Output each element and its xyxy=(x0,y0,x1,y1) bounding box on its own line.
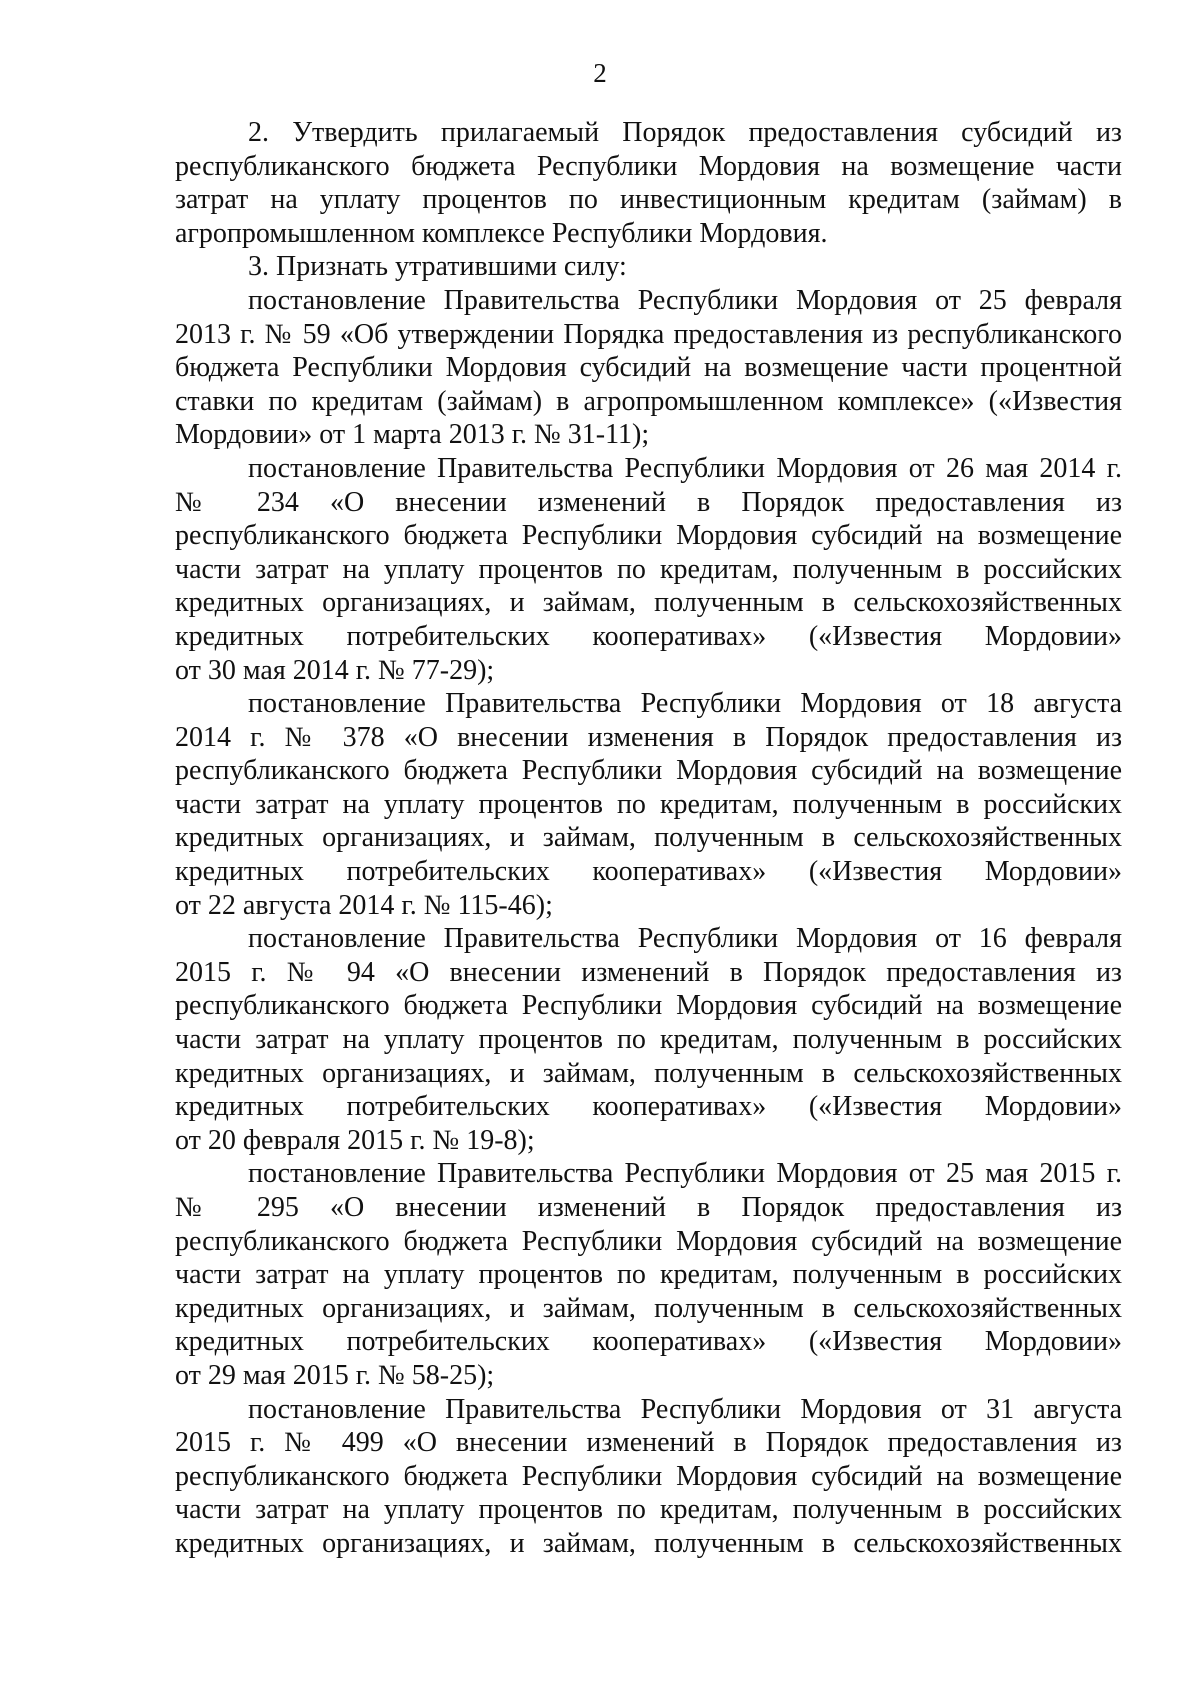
text-line: ставки по кредитам (займам) в агропромышленном комплексе» («Известия xyxy=(175,385,1122,417)
repealed-decree-234 xyxy=(175,452,1122,687)
text-line: постановление Правительства Республики Мордовия от 26 мая 2014 г. xyxy=(248,452,1122,484)
text-line: 2015 г. № 499 «О внесении изменений в Порядок предоставления из xyxy=(175,1427,1122,1459)
document-body xyxy=(175,116,1122,1561)
text-line: части затрат на уплату процентов по кредитам, полученным в российских xyxy=(175,553,1122,585)
text-line: кредитных потребительских кооперативах» («Известия Мордовии» xyxy=(175,1326,1122,1358)
text-line: части затрат на уплату процентов по кредитам, полученным в российских xyxy=(175,788,1122,820)
text-line: 2014 г. № 378 «О внесении изменения в Порядок предоставления из xyxy=(175,721,1122,753)
repealed-decree-378 xyxy=(175,687,1122,922)
text-line: республиканского бюджета Республики Мордовия субсидий на возмещение xyxy=(175,990,1122,1022)
text-line: кредитных организациях, и займам, полученным в сельскохозяйственных xyxy=(175,1292,1122,1324)
text-line: республиканского бюджета Республики Мордовия на возмещение части xyxy=(175,150,1122,182)
text-line: постановление Правительства Республики Мордовия от 25 мая 2015 г. xyxy=(248,1158,1122,1190)
text-line: № 234 «О внесении изменений в Порядок предоставления из xyxy=(175,486,1122,518)
page-number: 2 xyxy=(593,58,607,88)
text-line: республиканского бюджета Республики Мордовия субсидий на возмещение xyxy=(175,1225,1122,1257)
text-line: 2. Утвердить прилагаемый Порядок предоставления субсидий из xyxy=(248,117,1122,148)
text-line: бюджета Республики Мордовия субсидий на возмещение части процентной xyxy=(175,352,1122,384)
text-line: части затрат на уплату процентов по кредитам, полученным в российских xyxy=(175,1259,1122,1291)
text-line: затрат на уплату процентов по инвестиционным кредитам (займам) в xyxy=(175,184,1122,216)
text-line: от 22 августа 2014 г. № 115-46); xyxy=(175,889,553,921)
text-line: агропромышленном комплексе Республики Мордовия. xyxy=(175,217,828,249)
text-line: от 20 февраля 2015 г. № 19-8); xyxy=(175,1124,535,1156)
text-line: кредитных организациях, и займам, полученным в сельскохозяйственных xyxy=(175,1057,1122,1089)
text-line: части затрат на уплату процентов по кредитам, полученным в российских xyxy=(175,1494,1122,1526)
repealed-decree-59 xyxy=(175,284,1122,452)
text-line: кредитных организациях, и займам, полученным в сельскохозяйственных xyxy=(175,587,1122,619)
text-line: кредитных потребительских кооперативах» («Известия Мордовии» xyxy=(175,856,1122,888)
text-line: постановление Правительства Республики Мордовия от 18 августа xyxy=(248,688,1122,720)
repealed-decree-94 xyxy=(175,922,1122,1157)
text-line: от 29 мая 2015 г. № 58-25); xyxy=(175,1359,495,1391)
text-line: кредитных организациях, и займам, полученным в сельскохозяйственных xyxy=(175,822,1122,854)
text-line: постановление Правительства Республики Мордовия от 31 августа xyxy=(248,1393,1122,1425)
text-line: 3. Признать утратившими силу: xyxy=(248,251,627,283)
text-line: постановление Правительства Республики Мордовия от 25 февраля xyxy=(248,284,1122,316)
text-line: от 30 мая 2014 г. № 77-29); xyxy=(175,654,495,686)
text-line: республиканского бюджета Республики Мордовия субсидий на возмещение xyxy=(175,1460,1122,1492)
text-line: кредитных организациях, и займам, полученным в сельскохозяйственных xyxy=(175,1527,1122,1559)
paragraph-item-2 xyxy=(175,116,1122,250)
text-line: республиканского бюджета Республики Мордовия субсидий на возмещение xyxy=(175,755,1122,787)
text-line: кредитных потребительских кооперативах» («Известия Мордовии» xyxy=(175,1091,1122,1123)
text-line: 2013 г. № 59 «Об утверждении Порядка предоставления из республиканского xyxy=(175,318,1122,350)
text-line: части затрат на уплату процентов по кредитам, полученным в российских xyxy=(175,1024,1122,1056)
repealed-decree-295 xyxy=(175,1157,1122,1392)
repealed-decree-499 xyxy=(175,1393,1122,1561)
paragraph-item-3 xyxy=(175,250,1122,284)
text-line: № 295 «О внесении изменений в Порядок предоставления из xyxy=(175,1192,1122,1223)
text-line: постановление Правительства Республики Мордовия от 16 февраля xyxy=(248,923,1122,955)
text-line: республиканского бюджета Республики Мордовия субсидий на возмещение xyxy=(175,520,1122,552)
text-line: 2015 г. № 94 «О внесении изменений в Порядок предоставления из xyxy=(175,956,1122,988)
text-line: кредитных потребительских кооперативах» («Известия Мордовии» xyxy=(175,620,1122,652)
text-line: Мордовии» от 1 марта 2013 г. № 31-11); xyxy=(175,419,650,451)
